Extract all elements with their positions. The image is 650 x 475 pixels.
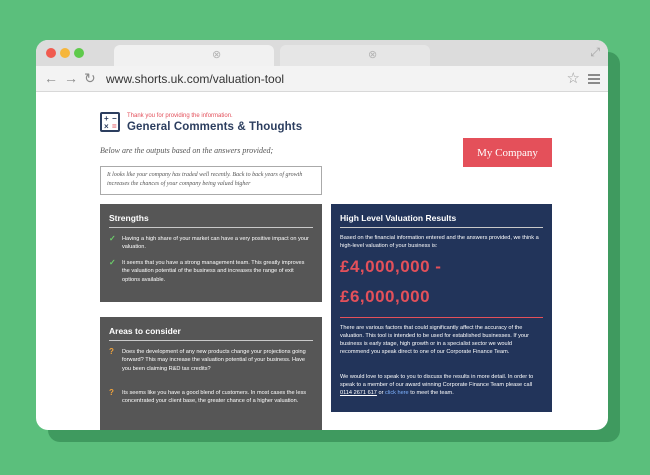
valuation-low: £4,000,000 - (340, 257, 442, 276)
phone-link[interactable]: 0114 2671 617 (340, 390, 377, 396)
check-icon: ✓ (109, 258, 116, 267)
comment-quote: It looks like your company has traded well recently. Back to back years of growth increases the chances of your company being valued higher (100, 166, 322, 195)
results-disclaimer: There are various factors that could significantly affect the accuracy of the valuation. This tool is intended to be used for established businesses. If your business is early stage, high growth or in a specialist sector we would recommend you speak direct to one of our Corporate Finance Team. (340, 325, 529, 355)
tab-bar (36, 40, 608, 66)
thanks-text: Thank you for providing the information. (127, 113, 233, 119)
areas-panel (100, 317, 322, 430)
forward-icon[interactable]: → (64, 70, 78, 86)
divider (109, 227, 313, 228)
valuation-high: £6,000,000 (340, 287, 431, 306)
list-item: ? Its seems like you have a good blend of customers. In most cases the less concentrated your client base, the greater chance of a higher valuation. (109, 388, 307, 405)
areas-title: Areas to consider (109, 326, 181, 336)
expand-icon[interactable]: ⤢ (590, 45, 600, 59)
list-item: ? Does the development of any new products change your projections going forward? This may increase the valuation potential of your business. Have you been claiming R&D tax credits? (109, 347, 306, 372)
strengths-panel (100, 204, 322, 302)
back-icon[interactable]: ← (44, 70, 58, 86)
browser-tab-inactive[interactable] (280, 45, 430, 66)
divider (340, 317, 543, 318)
close-window-button[interactable] (46, 48, 56, 58)
question-icon: ? (109, 347, 114, 356)
results-panel (331, 204, 552, 412)
browser-tab[interactable] (114, 45, 274, 66)
star-icon[interactable]: ☆ (566, 70, 580, 87)
page-content (36, 93, 608, 430)
browser-window (36, 40, 608, 430)
tab-close-icon[interactable]: ⊗ (368, 49, 378, 61)
page-subtitle: Below are the outputs based on the answers provided; (100, 146, 274, 155)
address-bar (36, 66, 608, 92)
list-item: ✓ It seems that you have a strong management team. This greatly improves the valuation potential of the business and increases the range of exit options available. (109, 258, 305, 283)
results-intro: Based on the financial information entered and the answers provided, we think a high-level valuation of your business is: (340, 235, 539, 249)
minimize-window-button[interactable] (60, 48, 70, 58)
question-icon: ? (109, 388, 114, 397)
check-icon: ✓ (109, 234, 116, 243)
url-input[interactable]: www.shorts.uk.com/valuation-tool (106, 72, 285, 86)
list-item: ✓ Having a high share of your market can have a very positive impact on your valuation. (109, 234, 309, 251)
page-title: General Comments & Thoughts (127, 121, 303, 133)
results-contact: We would love to speak to you to discuss the results in more detail. In order to speak to a member of our award winning Corporate Finance Team please call 0114 2671 617 or click here to meet the team. (340, 374, 534, 396)
strengths-title: Strengths (109, 213, 149, 223)
divider (340, 227, 543, 228)
divider (109, 340, 313, 341)
reload-icon[interactable]: ↻ (84, 70, 96, 86)
my-company-button[interactable]: My Company (463, 138, 552, 167)
results-title: High Level Valuation Results (340, 213, 457, 223)
maximize-window-button[interactable] (74, 48, 84, 58)
calculator-icon: + − × = (100, 112, 120, 132)
tab-close-icon[interactable]: ⊗ (212, 49, 222, 61)
click-here-link[interactable]: click here (385, 390, 409, 396)
menu-icon[interactable] (588, 74, 600, 84)
